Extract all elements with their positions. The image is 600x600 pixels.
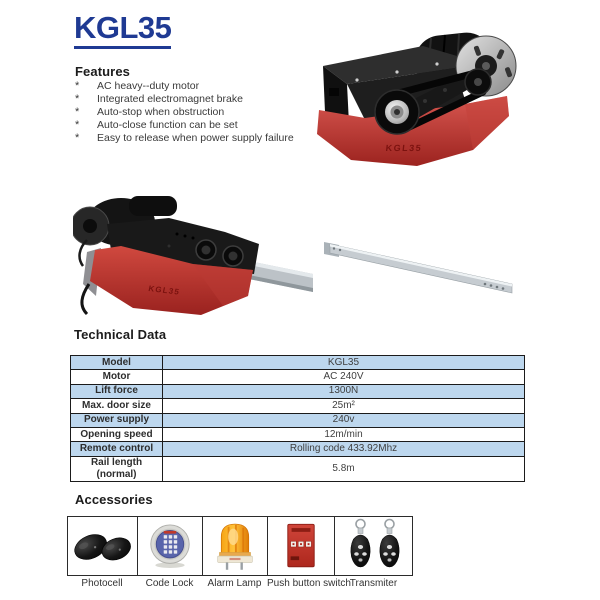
code-lock-icon [138,517,202,575]
feature-text: AC heavy--duty motor [97,80,200,92]
feature-item [75,106,294,119]
table-row [71,442,525,456]
table-row [71,356,525,370]
accessory-cell-push-button [268,517,335,575]
remote-fob [380,520,399,568]
remote-fob [351,520,370,568]
accessory-label: Transmiter [349,578,398,589]
table-row [71,399,525,413]
feature-text: Integrated electromagnet brake [97,93,243,105]
spec-value: KGL35 [163,356,525,370]
accessories-grid [67,516,413,576]
spec-value: 12m/min [163,427,525,441]
spec-label: Opening speed [71,427,163,441]
feature-item [75,132,294,145]
transmitter-icon [335,517,414,575]
spec-label: Rail length (normal) [71,456,163,481]
product-logo-text: KGL35 [385,143,423,153]
photocell-icon [68,517,137,575]
bullet-glyph: * [75,119,80,131]
accessory-cell-transmitter [335,517,414,575]
spec-value: Rolling code 433.92Mhz [163,442,525,456]
rail-bar [324,242,512,293]
rail-image [318,228,518,306]
table-row [71,384,525,398]
spec-label: Motor [71,370,163,384]
table-row [71,413,525,427]
push-button-switch-icon [268,517,334,575]
spec-value: 25m² [163,399,525,413]
feature-text: Auto-close function can be set [97,119,238,131]
accessory-label: Alarm Lamp [207,578,262,589]
feature-item [75,119,294,132]
accessory-label: Photocell [81,578,123,589]
power-cable [82,284,89,314]
feature-text: Auto-stop when obstruction [97,106,225,118]
page-title: KGL35 [74,12,171,49]
spec-label: Max. door size [71,399,163,413]
motor-unit-image [305,22,520,180]
table-row [71,456,525,481]
technical-data-heading: Technical Data [74,327,167,342]
spec-value: AC 240V [163,370,525,384]
feature-item [75,93,294,106]
accessories-heading: Accessories [75,492,153,507]
features-list [75,80,294,145]
feature-text: Easy to release when power supply failure [97,132,294,144]
spec-label: Model [71,356,163,370]
spec-value: 5.8m [163,456,525,481]
technical-data-table [70,355,525,482]
accessory-cell-alarm-lamp [203,517,268,575]
bullet-glyph: * [75,132,80,144]
alarm-lamp-icon [203,517,267,575]
spec-value: 1300N [163,384,525,398]
table-row [71,427,525,441]
accessory-labels [67,578,413,590]
bullet-glyph: * [75,80,80,92]
features-heading: Features [75,64,130,79]
bullet-glyph: * [75,106,80,118]
accessory-cell-code-lock [138,517,203,575]
bullet-glyph: * [75,93,80,105]
product-logo-text: KGL35 [147,284,181,297]
motor-rail-image [73,188,313,320]
table-row [71,370,525,384]
spec-value: 240v [163,413,525,427]
accessory-label: Code Lock [145,578,194,589]
feature-item [75,80,294,93]
spec-label: Lift force [71,384,163,398]
accessory-label: Push button switch [267,578,351,589]
spec-label: Remote control [71,442,163,456]
spec-label: Power supply [71,413,163,427]
accessory-cell-photocell [68,517,138,575]
